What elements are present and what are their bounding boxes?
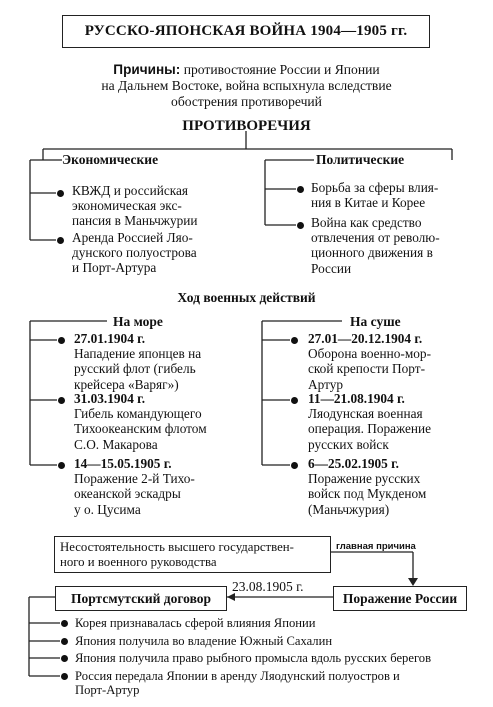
bullet-icon (61, 638, 68, 645)
sea-event-2: 31.03.1904 г. Гибель командующего Тихоокеанским флотом С.О. Макарова (74, 391, 207, 452)
sea-event-3: 14—15.05.1905 г. Поражение 2-й Тихо- океанской эскадры у о. Цусима (74, 456, 195, 517)
bullet-icon (291, 462, 298, 469)
causes-line-1: противостояние России и Японии (183, 62, 380, 77)
main-title-box (62, 15, 430, 48)
land-event-3: 6—25.02.1905 г. Поражение русских войск под Мукденом (Маньчжурия) (308, 456, 427, 517)
course-title: Ход военных действий (177, 290, 316, 305)
causes-line-3: обострения противоречий (171, 94, 322, 109)
treaty-label: Портсмутский договор (70, 590, 212, 606)
bullet-icon (58, 397, 65, 404)
bullet-icon (297, 222, 304, 229)
bullet-icon (61, 673, 68, 680)
bullet-icon (61, 655, 68, 662)
bullet-icon (57, 237, 64, 244)
treaty-box (55, 586, 227, 611)
treaty-item-4: Россия передала Японии в аренду Ляодунский полуостров и Порт-Артур (75, 669, 400, 697)
main-title: РУССКО-ЯПОНСКАЯ ВОЙНА 1904—1905 гг. (84, 23, 408, 39)
bullet-icon (58, 462, 65, 469)
bullet-icon (297, 186, 304, 193)
treaty-date: 23.08.1905 г. (232, 579, 304, 594)
political-item-2: Война как средство отвлечения от револю- ционного движения в России (311, 215, 440, 276)
political-label: Политические (316, 152, 405, 167)
political-item-1: Борьба за сферы влия- ния в Китае и Корее (311, 180, 439, 211)
defeat-label: Поражение России (342, 590, 458, 606)
sea-event-1: 27.01.1904 г. Нападение японцев на русский флот (гибель крейсера «Варяг») (74, 331, 202, 392)
contradictions-title: ПРОТИВОРЕЧИЯ (182, 118, 311, 134)
sea-label: На море (113, 314, 163, 329)
economic-item-2: Аренда Россией Ляо- дунского полуострова и Порт-Артура (72, 230, 197, 276)
bullet-icon (291, 397, 298, 404)
land-label: На суше (350, 314, 401, 329)
bullet-icon (291, 337, 298, 344)
land-event-2: 11—21.08.1904 г. Ляодунская военная операция. Поражение русских войск (308, 391, 432, 452)
causes-label: Причины: (113, 62, 181, 77)
defeat-box (333, 586, 467, 611)
bullet-icon (57, 190, 64, 197)
economic-label: Экономические (62, 152, 159, 167)
causes-block (60, 62, 433, 110)
treaty-item-1: Корея признавалась сферой влияния Японии (75, 616, 316, 630)
treaty-item-2: Япония получила во владение Южный Сахалин (75, 634, 333, 648)
main-reason-box: Несостоятельность высшего государствен- ного и военного руководства (54, 536, 331, 573)
bullet-icon (61, 620, 68, 627)
economic-item-1: КВЖД и российская экономическая экс- пансия в Маньчжурии (72, 183, 198, 229)
land-event-1: 27.01—20.12.1904 г. Оборона военно-мор- ской крепости Порт- Артур (308, 331, 432, 392)
bullet-icon (58, 337, 65, 344)
treaty-item-3: Япония получила право рыбного промысла вдоль русских берегов (75, 651, 432, 665)
causes-line-2: на Дальнем Востоке, война вспыхнула вследствие (101, 78, 392, 93)
main-reason-label: главная причина (336, 541, 416, 552)
